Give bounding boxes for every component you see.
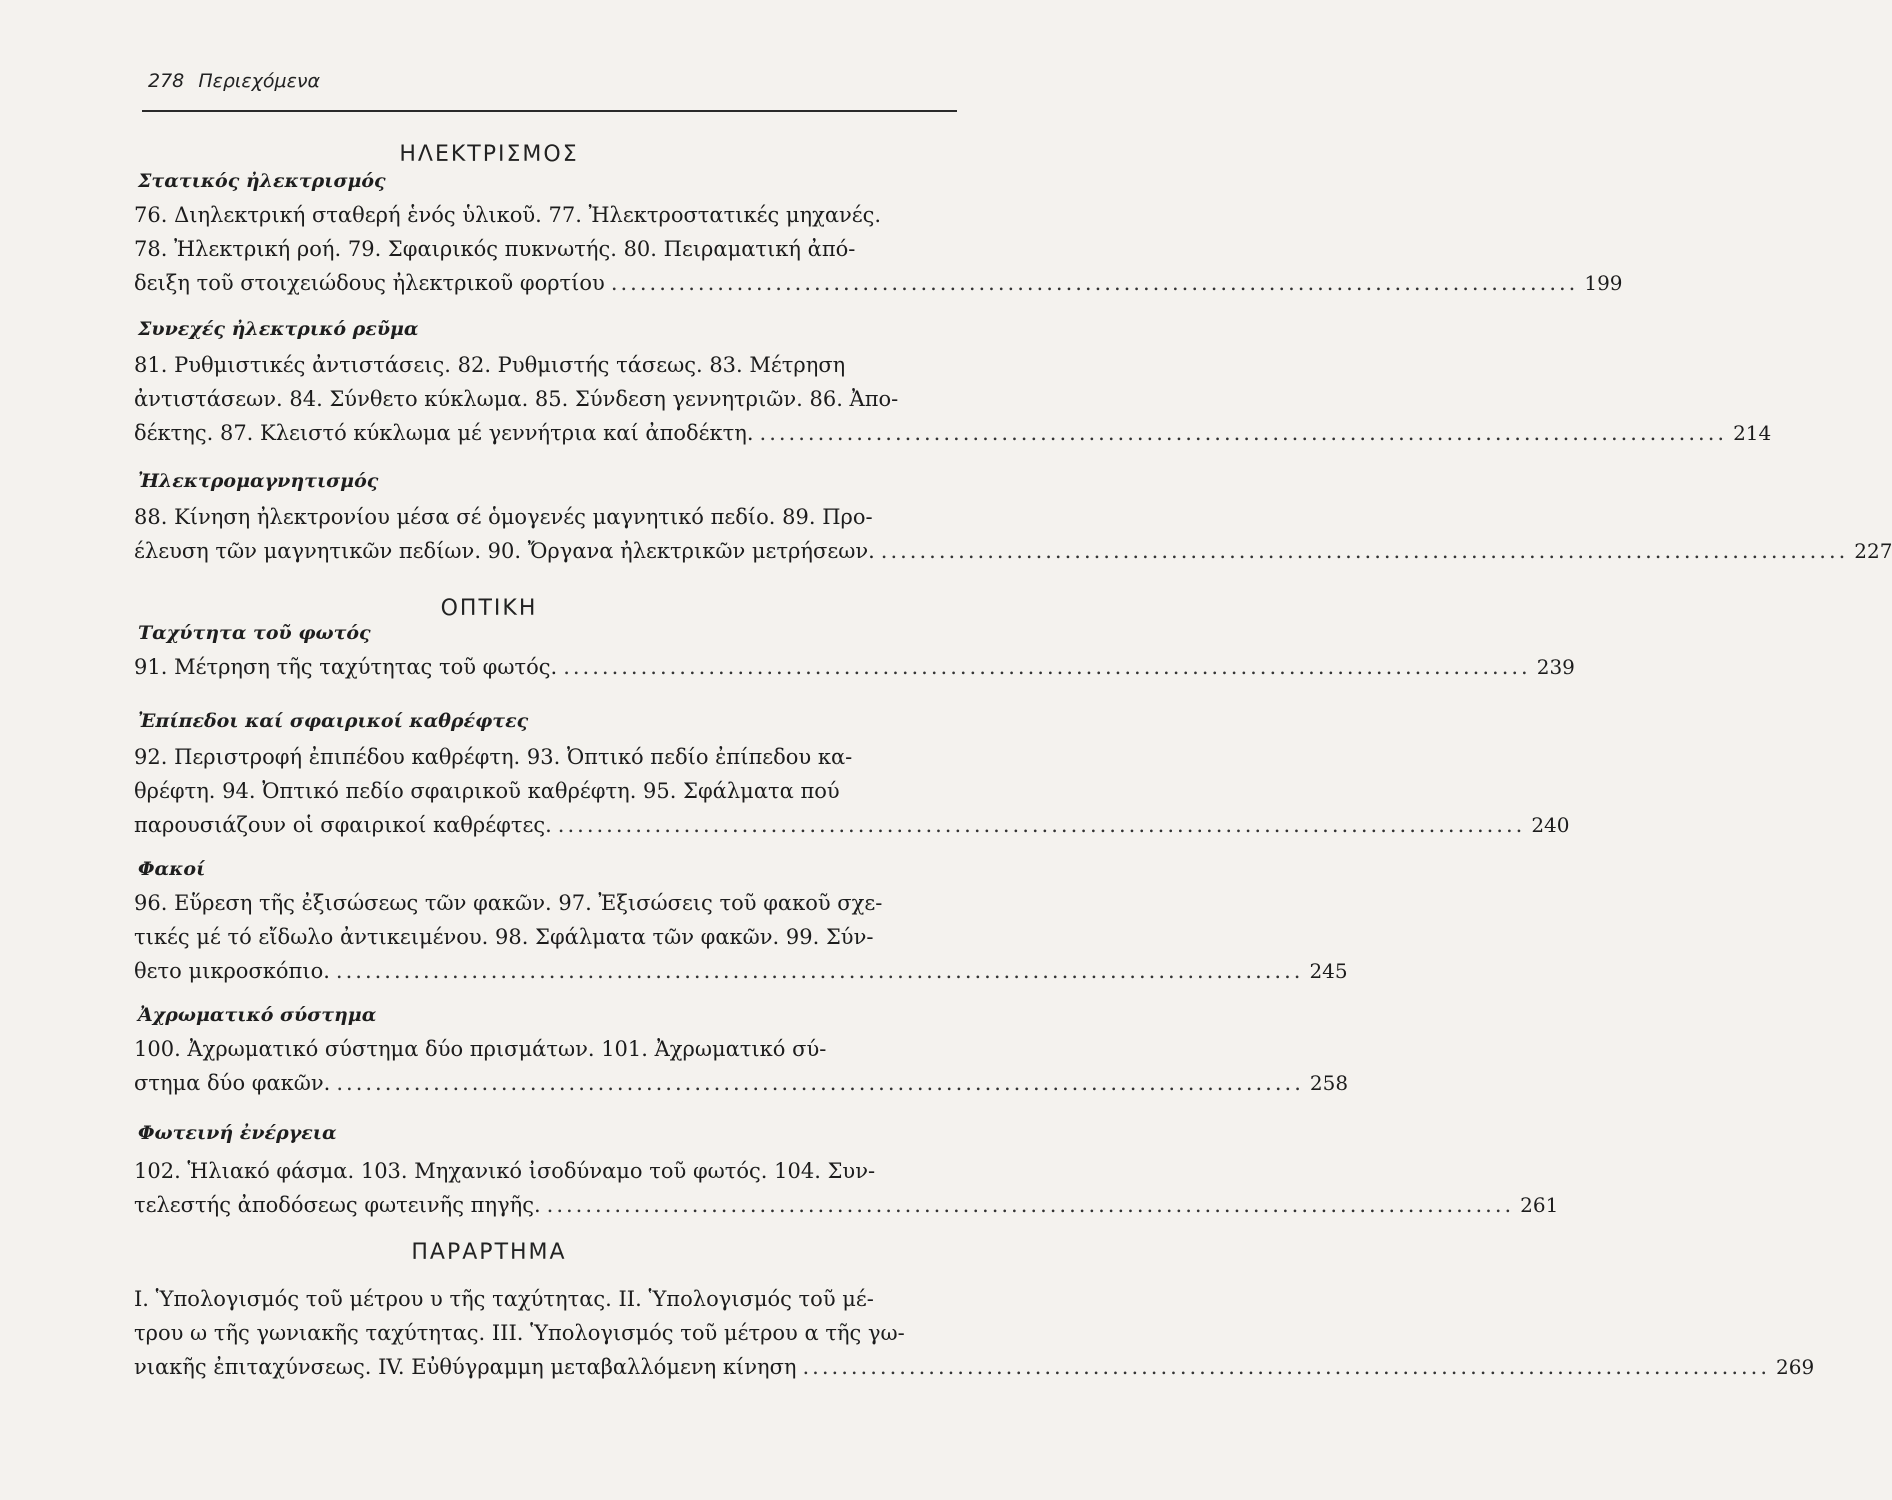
part-heading-appendix: ΠΑΡΑΡΤΗΜΑ [411,1240,567,1265]
toc-entry-appendix [134,1282,1815,1384]
entry-text: νιακῆς ἐπιταχύνσεως. IV. Εὐθύγραμμη μεταβαλλόμενη κίνηση [134,1355,797,1379]
toc-entry-mirrors [134,740,1570,842]
entry-line: ἀντιστάσεων. 84. Σύνθετο κύκλωμα. 85. Σύνδεση γεννητριῶν. 86. Ἀπο- [134,387,899,411]
leader-dots: .................................................................................................... [557,813,1526,837]
entry-last-line [134,1188,1559,1222]
entry-last-line [134,808,1570,842]
leader-dots: .................................................................................................... [546,1193,1515,1217]
running-title: Περιεχόμενα [198,70,320,92]
entry-text: δέκτης. 87. Κλειστό κύκλωμα μέ γεννήτρια καί ἀποδέκτη. [134,421,754,445]
entry-line: 92. Περιστροφή ἐπιπέδου καθρέφτη. 93. Ὀπτικό πεδίο ἐπίπεδου κα- [134,745,853,769]
leader-dots: .................................................................................................... [336,1071,1304,1095]
entry-last-line [134,534,1892,568]
section-title-electromagnetism: Ἠλεκτρομαγνητισμός [138,470,379,492]
leader-dots: .................................................................................................... [610,271,1579,295]
entry-line: I. Ὑπολογισμός τοῦ μέτρου υ τῆς ταχύτητας. II. Ὑπολογισμός τοῦ μέ- [134,1287,874,1311]
entry-line: θρέφτη. 94. Ὀπτικό πεδίο σφαιρικοῦ καθρέφτη. 95. Σφάλματα πού [134,779,840,803]
entry-line: 96. Εὕρεση τῆς ἐξισώσεως τῶν φακῶν. 97. Ἐξισώσεις τοῦ φακοῦ σχε- [134,891,883,915]
leader-dots: .................................................................................................... [563,655,1531,679]
entry-line: τρου ω τῆς γωνιακῆς ταχύτητας. III. Ὑπολογισμός τοῦ μέτρου α τῆς γω- [134,1321,905,1345]
entry-page-number: 258 [1309,1071,1349,1095]
entry-page-number: 227 [1854,539,1892,563]
entry-page-number: 245 [1309,959,1348,983]
toc-entry-achromatic-system [134,1032,1349,1100]
entry-page-number: 261 [1520,1193,1559,1217]
section-title-speed-of-light: Ταχύτητα τοῦ φωτός [138,622,371,644]
entry-last-line [134,954,1348,988]
entry-text: 91. Μέτρηση τῆς ταχύτητας τοῦ φωτός. [134,655,558,679]
section-title-lenses: Φακοί [138,858,206,880]
entry-page-number: 199 [1584,271,1623,295]
leader-dots: .................................................................................................... [802,1355,1771,1379]
toc-entry-light-energy [134,1154,1559,1222]
entry-last-line [134,650,1575,684]
entry-line: 78. Ἠλεκτρική ροή. 79. Σφαιρικός πυκνωτής. 80. Πειραματική ἀπό- [134,237,856,261]
toc-entry-speed-of-light [134,650,1575,684]
entry-page-number: 269 [1776,1355,1815,1379]
entry-line: τικές μέ τό εἴδωλο ἀντικειμένου. 98. Σφάλματα τῶν φακῶν. 99. Σύν- [134,925,874,949]
entry-line: 76. Διηλεκτρική σταθερή ἑνός ὑλικοῦ. 77. Ἠλεκτροστατικές μηχανές. [134,203,882,227]
toc-entry-direct-current [134,348,1772,450]
page-number: 278 [148,70,185,92]
header-rule [142,110,957,112]
section-title-achromatic-system: Ἀχρωματικό σύστημα [138,1004,377,1026]
part-heading-optics: ΟΠΤΙΚΗ [440,596,538,621]
running-head [148,70,320,92]
entry-text: παρουσιάζουν οἱ σφαιρικοί καθρέφτες. [134,813,552,837]
entry-line: 88. Κίνηση ἠλεκτρονίου μέσα σέ ὁμογενές μαγνητικό πεδίο. 89. Προ- [134,505,873,529]
entry-text: έλευση τῶν μαγνητικῶν πεδίων. 90. Ὄργανα ἠλεκτρικῶν μετρήσεων. [134,539,875,563]
entry-page-number: 214 [1733,421,1772,445]
entry-last-line [134,266,1623,300]
leader-dots: .................................................................................................... [759,421,1728,445]
entry-line: 102. Ἡλιακό φάσμα. 103. Μηχανικό ἰσοδύναμο τοῦ φωτός. 104. Συν- [134,1159,876,1183]
entry-text: θετο μικροσκόπιο. [134,959,330,983]
leader-dots: .................................................................................................... [880,539,1849,563]
entry-last-line [134,416,1772,450]
toc-entry-lenses [134,886,1348,988]
section-title-mirrors: Ἐπίπεδοι καί σφαιρικοί καθρέφτες [138,710,529,732]
section-title-direct-current: Συνεχές ἠλεκτρικό ρεῦμα [138,318,419,340]
section-title-static-electricity: Στατικός ἠλεκτρισμός [138,170,386,192]
entry-last-line [134,1350,1815,1384]
entry-text: τελεστής ἀποδόσεως φωτεινῆς πηγῆς. [134,1193,541,1217]
section-title-light-energy: Φωτεινή ἐνέργεια [138,1122,337,1144]
toc-entry-electromagnetism [134,500,1892,568]
entry-last-line [134,1066,1349,1100]
entry-line: 100. Ἀχρωματικό σύστημα δύο πρισμάτων. 101. Ἀχρωματικό σύ- [134,1037,827,1061]
entry-page-number: 240 [1531,813,1570,837]
entry-text: δειξη τοῦ στοιχειώδους ἠλεκτρικοῦ φορτίου [134,271,605,295]
leader-dots: .................................................................................................... [335,959,1304,983]
part-heading-electricity: ΗΛΕΚΤΡΙΣΜΟΣ [399,142,579,167]
toc-entry-static-electricity [134,198,1623,300]
entry-page-number: 239 [1536,655,1575,679]
entry-text: στημα δύο φακῶν. [134,1071,331,1095]
entry-line: 81. Ρυθμιστικές ἀντιστάσεις. 82. Ρυθμιστής τάσεως. 83. Μέτρηση [134,353,846,377]
